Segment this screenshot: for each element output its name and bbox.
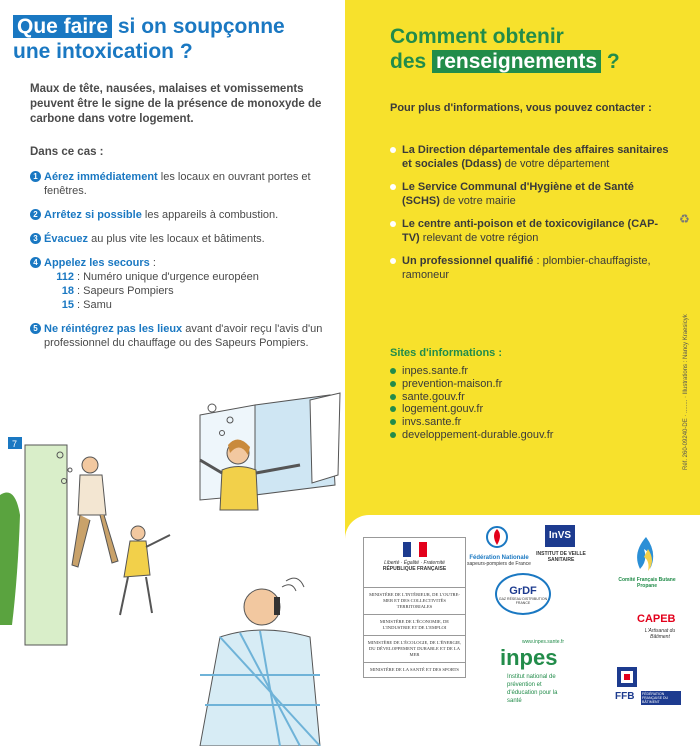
ministere: MINISTÈRE DE L'ÉCONOMIE, DE L'INDUSTRIE ET DE L'EMPLOI [364, 615, 465, 636]
federation-emblem-icon [477, 523, 517, 553]
site-link[interactable]: inpes.sante.fr [390, 365, 553, 378]
dans-ce-cas: Dans ce cas : [30, 146, 104, 158]
step-1: 1 Aérez immédiatement les locaux en ouvrant portes et fenêtres. [30, 170, 330, 198]
contacts-list [390, 143, 670, 291]
site-link[interactable]: invs.sante.fr [390, 416, 553, 429]
left-panel [0, 0, 345, 746]
contact-schs: Le Service Communal d'Hygiène et de Santé (SCHS) de votre mairie [390, 180, 670, 208]
step-2: 2 Arrêtez si possible les appareils à combustion. [30, 208, 330, 222]
site-link[interactable]: developpement-durable.gouv.fr [390, 429, 553, 442]
gouvernement-logo: Liberté · Égalité · Fraternité RÉPUBLIQUE FRANÇAISE MINISTÈRE DE L'INTÉRIEUR, DE L'OUTRE-MER ET DES COLLECTIVITÉS TERRITORIALES MINISTÈRE DE L'ÉCONOMIE, DE L'INDUSTRIE ET DE L'EMPLOI MINISTÈRE DE L'ÉCOLOGIE, DE L'ÉNERGIE, DU DÉVELOPPEMENT DURABLE ET DE LA MER MINISTÈRE DE LA SANTÉ ET DES SPORTS [363, 537, 466, 678]
federation-logo: Fédération Nationale sapeurs-pompiers de France [467, 555, 531, 567]
door-number: 7 [12, 439, 18, 449]
contact-intro: Pour plus d'informations, vous pouvez contacter : [390, 102, 652, 114]
step-3: 3 Évacuez au plus vite les locaux et bâtiments. [30, 232, 330, 246]
woman-running [120, 526, 170, 615]
site-link[interactable]: prevention-maison.fr [390, 378, 553, 391]
secours-row: 18 : Sapeurs Pompiers [61, 285, 174, 297]
sites-title: Sites d'informations : [390, 347, 503, 359]
logos-area: Liberté · Égalité · Fraternité RÉPUBLIQUE FRANÇAISE MINISTÈRE DE L'INTÉRIEUR, DE L'OUTRE-MER ET DES COLLECTIVITÉS TERRITORIALES MINISTÈRE DE L'ÉCONOMIE, DE L'INDUSTRIE ET DE L'EMPLOI MINISTÈRE DE L'ÉCOLOGIE, DE L'ÉNERGIE, DU DÉVELOPPEMENT DURABLE ET DE LA MER MINISTÈRE DE LA SANTÉ ET DES SPORTS Fédération Nationale sapeurs-pompiers de France InVS INSTITUT DE VEILLE SANITAIRE Comité Français Butane Propane GrDF GAZ RÉSEAU DISTRIBUTION FRANCE CAPEB L'Artisanat du Bâtiment www.inpes.sante.fr inpes Institut national de prévention et d'éducation pour la santé FFB FÉDÉRATION FRANÇAISE DU BÂTIMENT [345, 515, 700, 746]
left-title: Que faire si on soupçonne une intoxication ? [13, 15, 285, 63]
right-title: Comment obtenir des renseignements ? [390, 25, 620, 73]
site-link[interactable]: logement.gouv.fr [390, 403, 553, 416]
man-running [72, 457, 118, 567]
reference-text: Réf. 260-09240-DE · ........ · Illustrations : Nancy Kraesicyk [683, 314, 689, 470]
grdf-logo: GrDF GAZ RÉSEAU DISTRIBUTION FRANCE [495, 573, 551, 615]
right-panel [345, 0, 700, 746]
ffb-logo: FFB [615, 691, 635, 702]
step-5: 5 Ne réintégrez pas les lieux avant d'avoir reçu l'avis d'un professionnel du chauffage ou des Sapeurs Pompiers. [30, 322, 330, 350]
title-highlight: Que faire [13, 15, 112, 38]
sites-list [390, 365, 553, 442]
contact-professionnel: Un professionnel qualifié : plombier-chauffagiste, ramoneur [390, 254, 670, 282]
site-link[interactable]: sante.gouv.fr [390, 391, 553, 404]
secours-row: 15 : Samu [61, 299, 112, 311]
ffb-emblem-icon [615, 665, 639, 689]
capeb-logo: CAPEB [637, 613, 676, 625]
ministere: MINISTÈRE DE L'ÉCOLOGIE, DE L'ÉNERGIE, DU DÉVELOPPEMENT DURABLE ET DE LA MER [364, 636, 465, 663]
french-flag-icon [403, 542, 427, 557]
secours-row: 112 : Numéro unique d'urgence européen [56, 271, 259, 283]
ministere: MINISTÈRE DE LA SANTÉ ET DES SPORTS [370, 667, 459, 672]
inpes-logo: inpes [500, 645, 558, 670]
door-illustration [0, 437, 72, 645]
illustration [0, 375, 345, 746]
intro-text: Maux de tête, nausées, malaises et vomissements peuvent être le signe de la présence de monoxyde de carbone dans votre logement. [30, 83, 322, 125]
contact-cap-tv: Le centre anti-poison et de toxicovigilance (CAP-TV) relevant de votre région [390, 217, 670, 245]
invs-logo: InVS [545, 525, 575, 547]
ministere: MINISTÈRE DE L'INTÉRIEUR, DE L'OUTRE-MER ET DES COLLECTIVITÉS TERRITORIALES [364, 588, 465, 615]
title-highlight: renseignements [432, 50, 601, 73]
flame-icon [630, 535, 662, 575]
recycle-icon: ♻ [679, 212, 690, 226]
steps-list [30, 170, 330, 360]
step-4: 4 Appelez les secours : 112 : Numéro unique d'urgence européen 18 : Sapeurs Pompiers 15 : Samu [30, 256, 330, 312]
contact-ddass: La Direction départementale des affaires sanitaires et sociales (Ddass) de votre département [390, 143, 670, 171]
man-on-phone [200, 578, 320, 746]
